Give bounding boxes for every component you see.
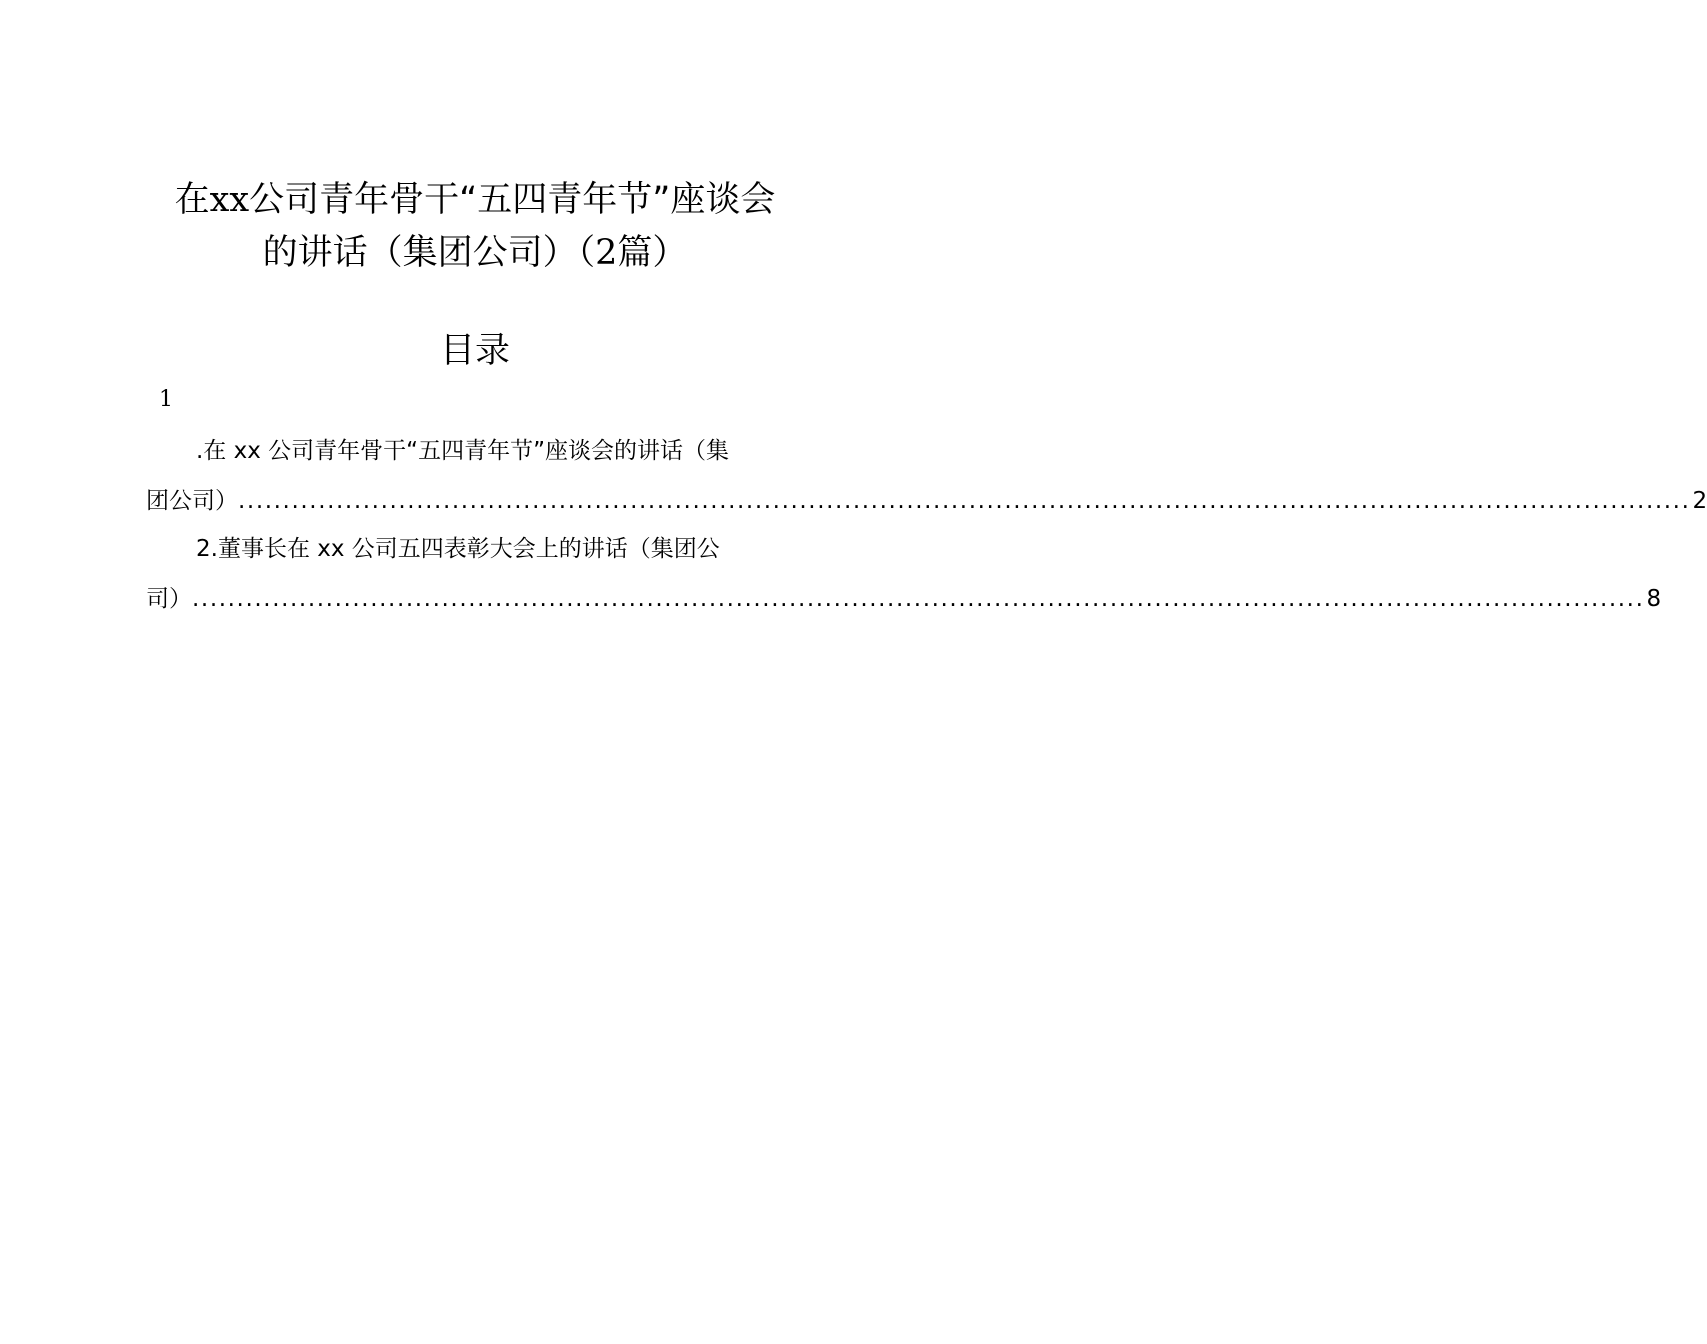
- document-title-line-1: [120, 174, 830, 226]
- title-segment: 2: [595, 233, 618, 273]
- toc-entry-2-text: 司）: [146, 586, 192, 612]
- toc-leader-dots: ...................................................................................................................................................................: [238, 488, 1691, 514]
- title-segment: 公司青年骨干“五四青年节”座谈会: [249, 180, 776, 220]
- toc-entry-1-page-number: 2: [1692, 488, 1707, 514]
- toc-entry-1-line-1[interactable]: .在 xx 公司青年骨干“五四青年节”座谈会的讲话（集: [196, 438, 729, 464]
- title-segment: xx: [209, 180, 250, 220]
- toc-heading: 目录: [439, 331, 510, 371]
- title-segment: 在: [174, 180, 210, 220]
- toc-leader-dots: ...................................................................................................................................................................: [192, 586, 1645, 612]
- toc-entry-2-page-number: 8: [1646, 586, 1662, 612]
- title-segment: 的讲话（集团公司）（: [262, 233, 596, 273]
- document-title-line-2: [120, 227, 830, 279]
- toc-entry-2-line-2[interactable]: [146, 580, 1662, 614]
- toc-entry-1-text: 团公司）: [146, 488, 238, 514]
- title-segment: 篇）: [617, 233, 688, 273]
- toc-entry-2-line-1[interactable]: 2.董事长在 xx 公司五四表彰大会上的讲话（集团公: [196, 536, 720, 562]
- stray-list-number: 1: [159, 387, 173, 412]
- toc-entry-1-line-2[interactable]: [146, 482, 1707, 516]
